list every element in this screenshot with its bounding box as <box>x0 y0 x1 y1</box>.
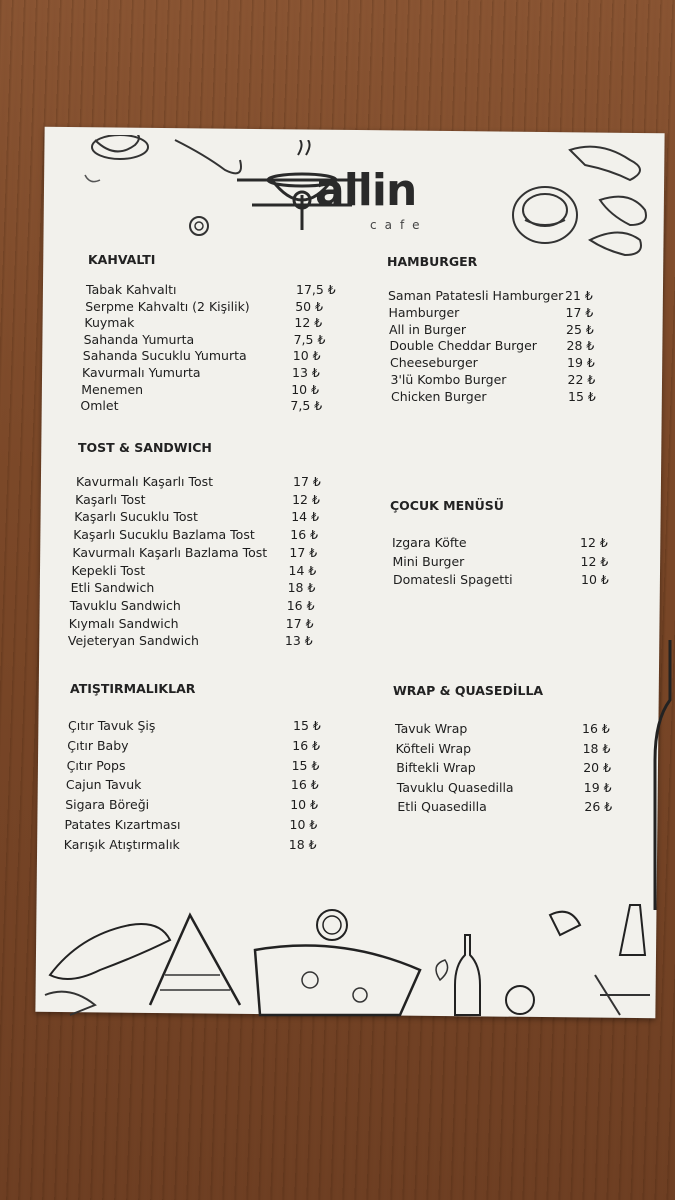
menu-item-price: 26 ₺ <box>584 799 613 814</box>
menu-item-price: 25 ₺ <box>566 321 594 337</box>
menu-item-name: Çıtır Tavuk Şiş <box>68 718 156 733</box>
menu-item-price: 10 ₺ <box>289 817 318 832</box>
bottle-doodle-icon <box>645 640 675 920</box>
menu-item-price: 13 ₺ <box>292 365 320 380</box>
menu-item-name: Sahanda Yumurta <box>83 331 195 347</box>
menu-item-name: Kıymalı Sandwich <box>68 615 179 631</box>
menu-item-price: 18 ₺ <box>582 740 611 756</box>
menu-item-price: 18 ₺ <box>287 580 316 596</box>
menu-item-price: 16 ₺ <box>292 737 321 753</box>
menu-item-price: 12 ₺ <box>292 491 320 507</box>
section-title-hamburger: HAMBURGER <box>387 254 478 269</box>
menu-item-price: 7,5 ₺ <box>293 331 326 347</box>
menu-item-name: Kaşarlı Tost <box>75 491 146 507</box>
menu-item-name: Kavurmalı Kaşarlı Tost <box>76 474 214 489</box>
menu-item-price: 17 ₺ <box>293 474 321 489</box>
menu-item-name: Domatesli Spagetti <box>393 572 513 587</box>
menu-item-price: 16 ₺ <box>290 527 319 543</box>
food-doodles-top-left <box>75 135 255 235</box>
menu-item-price: 19 ₺ <box>583 779 612 795</box>
menu-item-price: 16 ₺ <box>290 777 319 793</box>
section-title-cocuk: ÇOCUK MENÜSÜ <box>390 498 504 513</box>
menu-item-name: Double Cheddar Burger <box>389 338 537 354</box>
menu-item-price: 21 ₺ <box>565 288 593 303</box>
menu-item-name: Tavuklu Sandwich <box>69 597 181 613</box>
menu-item-name: Saman Patatesli Hamburger <box>388 288 564 303</box>
menu-item-name: Omlet <box>80 398 119 414</box>
menu-item-price: 7,5 ₺ <box>290 398 323 414</box>
menu-item-price: 17 ₺ <box>289 544 318 560</box>
menu-item-price: 16 ₺ <box>286 597 315 613</box>
menu-item-name: Hamburger <box>388 304 460 320</box>
menu-item-name: Biftekli Wrap <box>396 760 476 775</box>
menu-item-name: Cajun Tavuk <box>65 777 142 793</box>
section-title-kahvalti: KAHVALTI <box>88 252 156 267</box>
menu-item-name: Tabak Kahvaltı <box>86 282 177 297</box>
menu-item-price: 10 ₺ <box>291 381 320 397</box>
plate-icon <box>188 215 210 237</box>
menu-item-name: Köfteli Wrap <box>395 740 472 756</box>
menu-item-name: Çıtır Pops <box>66 757 126 773</box>
menu-item-price: 15 ₺ <box>568 388 596 404</box>
menu-item-name: Vejeteryan Sandwich <box>67 633 199 649</box>
menu-item-name: Kaşarlı Sucuklu Bazlama Tost <box>73 527 255 543</box>
menu-item-name: Sahanda Sucuklu Yumurta <box>82 348 247 364</box>
brand-subtitle: cafe <box>370 218 428 232</box>
menu-item-name: Kepekli Tost <box>71 562 146 578</box>
menu-item-name: Serpme Kahvaltı (2 Kişilik) <box>85 298 250 314</box>
menu-item-name: Tavuk Wrap <box>395 721 468 736</box>
menu-item-name: Kavurmalı Yumurta <box>82 365 201 380</box>
menu-item-name: 3'lü Kombo Burger <box>390 372 507 387</box>
menu-item-name: Menemen <box>81 381 144 397</box>
menu-item-name: Mini Burger <box>392 553 465 569</box>
menu-item-name: Patates Kızartması <box>64 817 181 832</box>
menu-item-price: 10 ₺ <box>290 797 319 813</box>
menu-item-name: Sigara Böreği <box>65 797 150 813</box>
menu-item-price: 10 ₺ <box>581 572 609 587</box>
food-doodles-bottom <box>40 895 660 1020</box>
menu-item-price: 10 ₺ <box>292 348 321 364</box>
menu-item-name: Tavuklu Quasedilla <box>396 779 514 795</box>
menu-item-name: All in Burger <box>389 321 467 337</box>
section-title-wrap: WRAP & QUASEDİLLA <box>393 683 544 698</box>
menu-item-name: Izgara Köfte <box>392 535 467 550</box>
menu-item-price: 18 ₺ <box>288 836 317 852</box>
menu-item-price: 17 ₺ <box>565 304 594 320</box>
menu-item-price: 16 ₺ <box>582 721 610 736</box>
menu-item-name: Kaşarlı Sucuklu Tost <box>74 509 198 525</box>
menu-item-name: Kavurmalı Kaşarlı Bazlama Tost <box>72 544 268 560</box>
menu-item-price: 15 ₺ <box>293 718 321 733</box>
menu-item-price: 13 ₺ <box>284 633 313 649</box>
menu-item-name: Çıtır Baby <box>67 737 129 753</box>
menu-item-name: Chicken Burger <box>391 388 487 404</box>
menu-item-price: 14 ₺ <box>288 562 317 578</box>
menu-item-price: 20 ₺ <box>583 760 612 775</box>
menu-item-price: 12 ₺ <box>580 535 608 550</box>
menu-item-price: 22 ₺ <box>567 372 596 387</box>
menu-item-price: 15 ₺ <box>291 757 320 773</box>
menu-item-price: 19 ₺ <box>567 355 595 371</box>
menu-item-name: Etli Quasedilla <box>397 799 487 814</box>
section-title-tost: TOST & SANDWICH <box>78 440 212 455</box>
menu-item-name: Karışık Atıştırmalık <box>63 836 180 852</box>
menu-item-price: 12 ₺ <box>294 315 323 331</box>
menu-item-price: 14 ₺ <box>291 509 320 525</box>
brand-name: allin <box>315 165 417 216</box>
menu-item-price: 12 ₺ <box>580 553 609 569</box>
menu-item-price: 28 ₺ <box>566 338 595 354</box>
menu-item-price: 50 ₺ <box>295 298 324 314</box>
section-title-atistirmaliklar: ATIŞTIRMALIKLAR <box>70 681 196 696</box>
menu-item-name: Etli Sandwich <box>70 580 155 596</box>
menu-item-price: 17,5 ₺ <box>296 282 336 297</box>
menu-item-name: Cheeseburger <box>390 355 478 371</box>
sausage-doodle-icon <box>560 140 655 270</box>
menu-item-name: Kuymak <box>84 315 135 331</box>
menu-item-price: 17 ₺ <box>285 615 314 631</box>
